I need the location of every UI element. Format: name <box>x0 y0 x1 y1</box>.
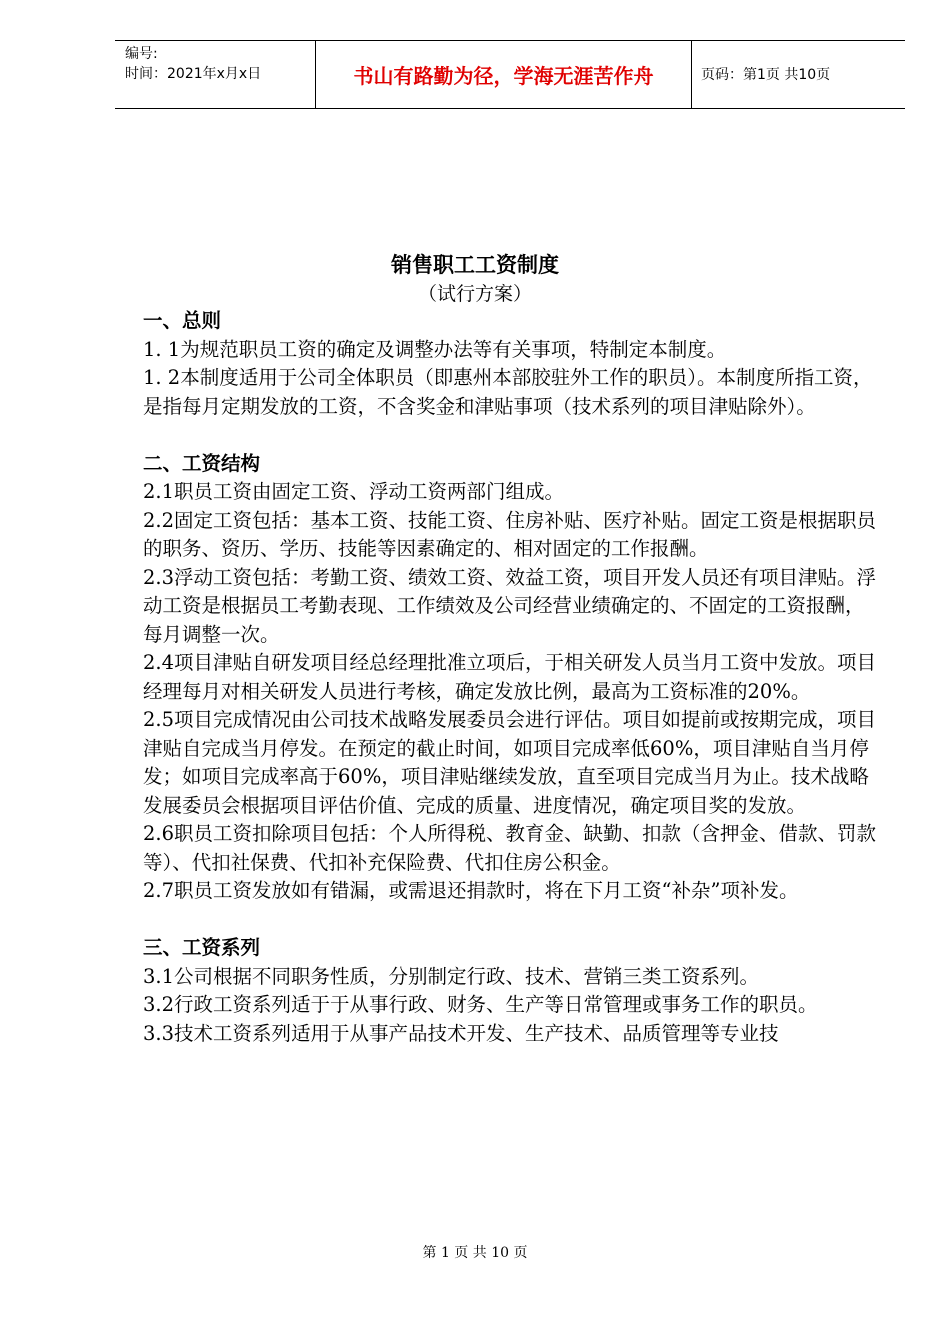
page-footer: 第 1 页 共 10 页 <box>422 1245 528 1261</box>
section-heading: 二、工资结构 <box>143 451 261 475</box>
serial-label: 编号: <box>125 46 158 62</box>
document-title: 销售职工工资制度 <box>391 252 559 277</box>
paragraph: 3.1公司根据不同职务性质，分别制定行政、技术、营销三类工资系列。 <box>143 964 760 988</box>
header-motto-cell <box>315 41 692 108</box>
section-gap <box>143 906 883 935</box>
paragraph: 1. 1为规范职员工资的确定及调整办法等有关事项，特制定本制度。 <box>143 337 727 361</box>
paragraph: 2.1职员工资由固定工资、浮动工资两部门组成。 <box>143 480 565 503</box>
paragraph: 2.7职员工资发放如有错漏，或需退还捐款时，将在下月工资“补杂”项补发。 <box>143 879 799 902</box>
document-subtitle: （试行方案） <box>417 283 532 305</box>
paragraph: 2.6职员工资扣除项目包括：个人所得税、教育金、缺勤、扣款（含押金、借款、罚款等）、代扣社保费、代扣补充保险费、代扣住房公积金。 <box>143 822 877 874</box>
section-heading: 一、总则 <box>143 309 222 332</box>
section-gap <box>143 421 883 450</box>
header-table <box>115 40 905 109</box>
section-heading: 三、工资系列 <box>143 936 261 959</box>
page-label: 页码：第1页 共10页 <box>701 67 831 83</box>
header-page-cell <box>691 41 905 108</box>
paragraph: 2.2固定工资包括：基本工资、技能工资、住房补贴、医疗补贴。固定工资是根据职员的职务、资历、学历、技能等因素确定的、相对固定的工作报酬。 <box>143 508 877 560</box>
paragraph: 3.3技术工资系列适用于从事产品技术开发、生产技术、品质管理等专业技 <box>143 1021 779 1045</box>
header-info-cell <box>115 41 315 108</box>
paragraph: 2.3浮动工资包括：考勤工资、绩效工资、效益工资，项目开发人员还有项目津贴。浮动工资是根据员工考勤表现、工作绩效及公司经营业绩确定的、不固定的工资报酬，每月调整一次。 <box>143 565 877 646</box>
paragraph: 2.5项目完成情况由公司技术战略发展委员会进行评估。项目如提前或按期完成，项目津贴自完成当月停发。在预定的截止时间，如项目完成率低60%，项目津贴自当月停发；如项目完成率高于60%，项目津贴继续发放，直至项目完成当月为止。技术战略发展委员会根据项目评估价值、完成的质量、进度情况，确定项目奖的发放。 <box>143 708 877 817</box>
time-label: 时间：2021年x月x日 <box>125 66 262 82</box>
paragraph: 1. 2本制度适用于公司全体职员（即惠州本部胶驻外工作的职员）。本制度所指工资，是指每月定期发放的工资，不含奖金和津贴事项（技术系列的项目津贴除外）。 <box>143 366 873 418</box>
document-body <box>143 307 883 1048</box>
paragraph: 2.4项目津贴自研发项目经总经理批准立项后，于相关研发人员当月工资中发放。项目经理每月对相关研发人员进行考核，确定发放比例，最高为工资标准的20%。 <box>143 651 877 703</box>
paragraph: 3.2行政工资系列适于于从事行政、财务、生产等日常管理或事务工作的职员。 <box>143 993 818 1016</box>
motto-text: 书山有路勤为径，学海无涯苦作舟 <box>353 64 654 88</box>
